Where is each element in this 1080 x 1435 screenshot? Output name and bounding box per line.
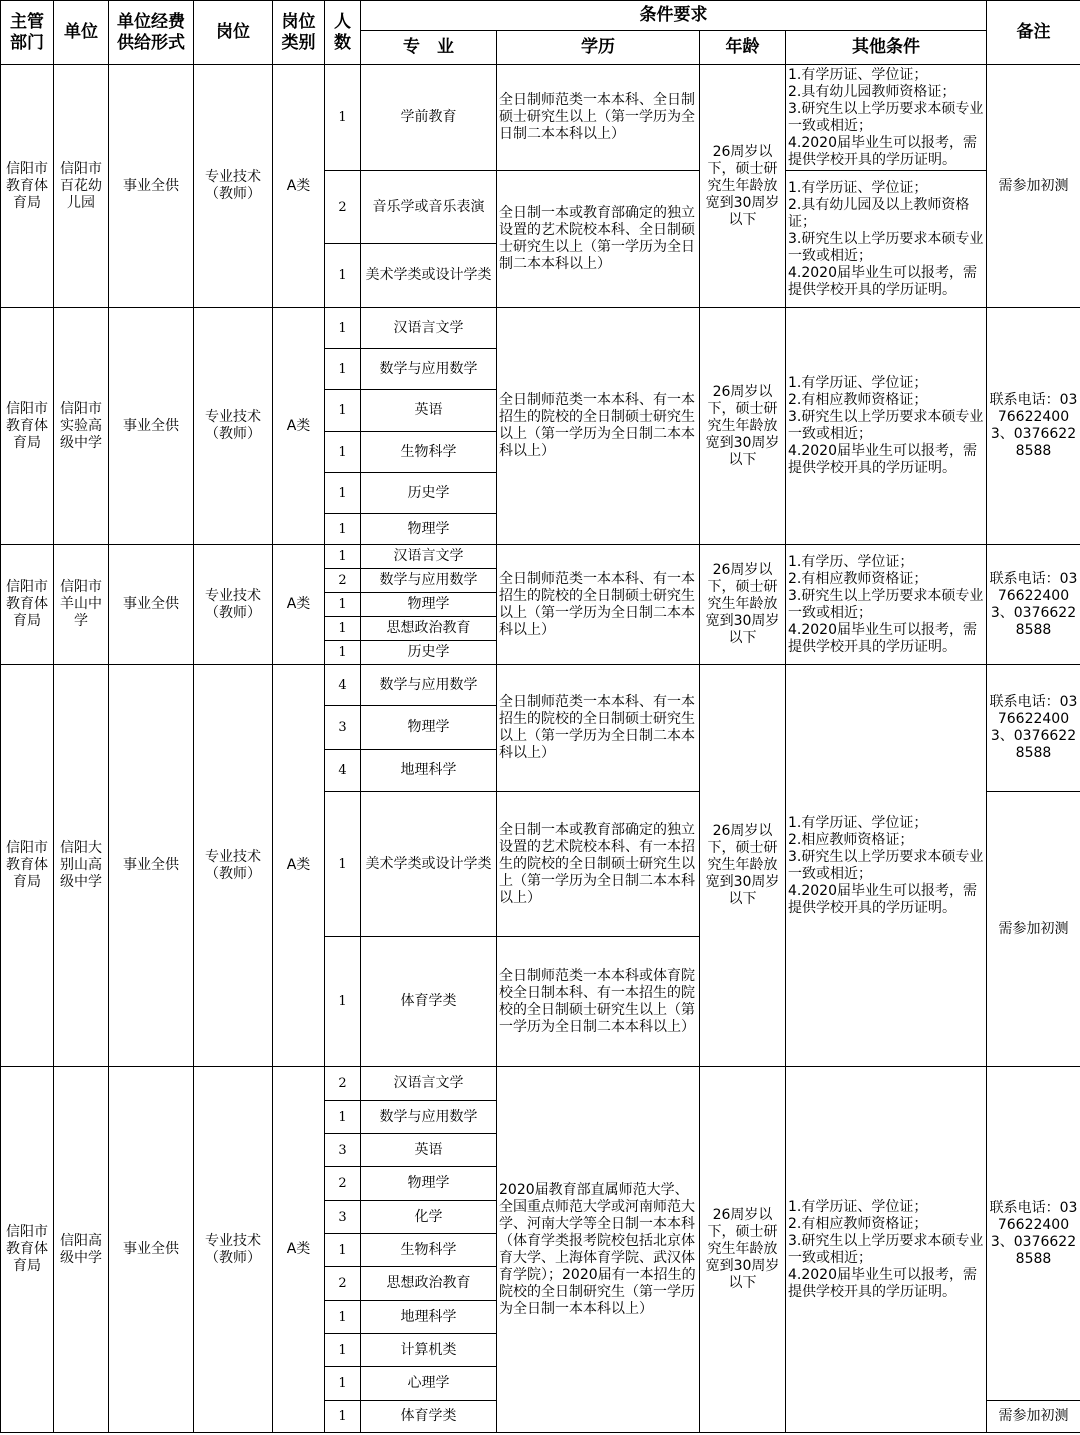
- condition-line: 4.2020届毕业生可以报考，需提供学校开具的学历证明。: [788, 1266, 977, 1300]
- post-cell: 专业技术（教师）: [194, 308, 273, 545]
- major-cell: 历史学: [361, 473, 497, 514]
- major-cell: 体育学类: [361, 937, 497, 1067]
- condition-line: 2.相应教师资格证；: [788, 831, 914, 848]
- dept-cell: 信阳市教育体育局: [1, 545, 54, 665]
- major-cell: 体育学类: [361, 1401, 497, 1433]
- count-cell: 1: [325, 641, 361, 665]
- remarks-cell: 联系电话：03766224003、03766228588: [987, 308, 1080, 545]
- count-cell: 1: [325, 1301, 361, 1334]
- post-type-cell: A类: [273, 308, 325, 545]
- condition-line: 4.2020届毕业生可以报考，需提供学校开具的学历证明。: [788, 134, 977, 168]
- post-type-cell: A类: [273, 1067, 325, 1433]
- header-count: 人数: [325, 1, 361, 65]
- condition-line: 3.研究生以上学历要求本硕专业一致或相近；: [788, 1232, 984, 1266]
- education-cell: 全日制师范类一本本科、有一本招生的院校的全日制硕士研究生以上（第一学历为全日制二本本科以上）: [497, 308, 700, 545]
- major-cell: 物理学: [361, 1167, 497, 1201]
- count-cell: 2: [325, 1167, 361, 1201]
- major-cell: 美术学类或设计学类: [361, 244, 497, 308]
- count-cell: 1: [325, 937, 361, 1067]
- count-cell: 1: [325, 1367, 361, 1401]
- education-cell: 全日制师范类一本本科、有一本招生的院校的全日制硕士研究生以上（第一学历为全日制二本本科以上）: [497, 545, 700, 665]
- header-major: 专 业: [361, 31, 497, 65]
- count-cell: 1: [325, 432, 361, 473]
- condition-line: 4.2020届毕业生可以报考，需提供学校开具的学历证明。: [788, 882, 977, 916]
- major-cell: 生物科学: [361, 1234, 497, 1267]
- count-cell: 1: [325, 1334, 361, 1367]
- count-cell: 2: [325, 1067, 361, 1101]
- dept-cell: 信阳市教育体育局: [1, 65, 54, 308]
- post-type-cell: A类: [273, 665, 325, 1067]
- education-cell: 全日制一本或教育部确定的独立设置的艺术院校本科、全日制硕士研究生以上（第一学历为全日制二本本科以上）: [497, 171, 700, 308]
- count-cell: 1: [325, 514, 361, 545]
- count-cell: 2: [325, 569, 361, 593]
- age-cell: 26周岁以下，硕士研究生年龄放宽到30周岁以下: [700, 308, 786, 545]
- major-cell: 心理学: [361, 1367, 497, 1401]
- post-cell: 专业技术（教师）: [194, 1067, 273, 1433]
- condition-line: 3.研究生以上学历要求本硕专业一致或相近；: [788, 230, 984, 264]
- major-cell: 音乐学或音乐表演: [361, 171, 497, 244]
- condition-line: 2.有相应教师资格证；: [788, 1215, 928, 1232]
- age-cell: 26周岁以下，硕士研究生年龄放宽到30周岁以下: [700, 1067, 786, 1433]
- other-conditions-cell: [786, 665, 987, 1067]
- remarks-cell: 联系电话：03766224003、03766228588: [987, 1067, 1080, 1401]
- major-cell: 物理学: [361, 514, 497, 545]
- condition-line: 2.具有幼儿园及以上教师资格证；: [788, 196, 970, 230]
- major-cell: 数学与应用数学: [361, 1101, 497, 1134]
- other-conditions-cell: [786, 171, 987, 308]
- header-unit: 单位: [54, 1, 109, 65]
- header-conditions: 条件要求: [361, 1, 987, 31]
- remarks-cell: 需参加初测: [987, 792, 1080, 1067]
- count-cell: 3: [325, 706, 361, 750]
- major-cell: 英语: [361, 1134, 497, 1167]
- major-cell: 物理学: [361, 706, 497, 750]
- header-remarks: 备注: [987, 1, 1080, 65]
- major-cell: 历史学: [361, 641, 497, 665]
- remarks-cell: 联系电话：03766224003、03766228588: [987, 545, 1080, 665]
- age-cell: 26周岁以下，硕士研究生年龄放宽到30周岁以下: [700, 545, 786, 665]
- condition-line: 1.有学历证、学位证；: [788, 66, 928, 83]
- count-cell: 4: [325, 750, 361, 792]
- header-funding: 单位经费供给形式: [109, 1, 194, 65]
- major-cell: 数学与应用数学: [361, 349, 497, 390]
- unit-cell: 信阳市羊山中学: [54, 545, 109, 665]
- major-cell: 思想政治教育: [361, 617, 497, 641]
- count-cell: 1: [325, 593, 361, 617]
- header-post-type: 岗位类别: [273, 1, 325, 65]
- major-cell: 学前教育: [361, 65, 497, 171]
- count-cell: 1: [325, 545, 361, 569]
- post-cell: 专业技术（教师）: [194, 545, 273, 665]
- funding-cell: 事业全供: [109, 308, 194, 545]
- header-post: 岗位: [194, 1, 273, 65]
- condition-line: 1.有学历证、学位证；: [788, 1198, 928, 1215]
- condition-line: 1.有学历证、学位证；: [788, 814, 928, 831]
- count-cell: 1: [325, 1401, 361, 1433]
- major-cell: 数学与应用数学: [361, 665, 497, 706]
- condition-line: 3.研究生以上学历要求本硕专业一致或相近；: [788, 848, 984, 882]
- funding-cell: 事业全供: [109, 545, 194, 665]
- education-cell: 全日制师范类一本本科、全日制硕士研究生以上（第一学历为全日制二本本科以上）: [497, 65, 700, 171]
- major-cell: 汉语言文学: [361, 1067, 497, 1101]
- remarks-cell: 联系电话：03766224003、03766228588: [987, 665, 1080, 792]
- post-cell: 专业技术（教师）: [194, 65, 273, 308]
- condition-line: 3.研究生以上学历要求本硕专业一致或相近；: [788, 409, 984, 442]
- unit-cell: 信阳市实验高级中学: [54, 308, 109, 545]
- major-cell: 计算机类: [361, 1334, 497, 1367]
- count-cell: 1: [325, 617, 361, 641]
- dept-cell: 信阳市教育体育局: [1, 1067, 54, 1433]
- education-cell: 2020届教育部直属师范大学、全国重点师范大学或河南师范大学、河南大学等全日制一本本科（体育学类报考院校包括北京体育大学、上海体育学院、武汉体育学院）；2020届有一本招生的院校的全日制研究生（第一学历为全日制一本本科以上）: [497, 1067, 700, 1433]
- count-cell: 2: [325, 1267, 361, 1301]
- major-cell: 汉语言文学: [361, 545, 497, 569]
- count-cell: 1: [325, 244, 361, 308]
- post-cell: 专业技术（教师）: [194, 665, 273, 1067]
- education-cell: 全日制师范类一本本科、有一本招生的院校的全日制硕士研究生以上（第一学历为全日制二本本科以上）: [497, 665, 700, 792]
- condition-line: 4.2020届毕业生可以报考，需提供学校开具的学历证明。: [788, 443, 977, 476]
- count-cell: 1: [325, 792, 361, 937]
- major-cell: 美术学类或设计学类: [361, 792, 497, 937]
- education-cell: 全日制一本或教育部确定的独立设置的艺术院校本科、有一本招生的院校的全日制硕士研究生以上（第一学历为全日制二本本科以上）: [497, 792, 700, 937]
- count-cell: 2: [325, 171, 361, 244]
- condition-line: 2.具有幼儿园教师资格证；: [788, 83, 956, 100]
- header-dept: 主管部门: [1, 1, 54, 65]
- other-conditions-cell: [786, 65, 987, 171]
- major-cell: 汉语言文学: [361, 308, 497, 349]
- funding-cell: 事业全供: [109, 1067, 194, 1433]
- funding-cell: 事业全供: [109, 665, 194, 1067]
- remarks-cell: 需参加初测: [987, 1401, 1080, 1433]
- other-conditions-cell: [786, 1067, 987, 1433]
- major-cell: 思想政治教育: [361, 1267, 497, 1301]
- condition-line: 3.研究生以上学历要求本硕专业一致或相近；: [788, 100, 984, 134]
- count-cell: 1: [325, 1234, 361, 1267]
- condition-line: 1.有学历、学位证；: [788, 553, 914, 570]
- major-cell: 生物科学: [361, 432, 497, 473]
- count-cell: 1: [325, 349, 361, 390]
- count-cell: 4: [325, 665, 361, 706]
- condition-line: 4.2020届毕业生可以报考，需提供学校开具的学历证明。: [788, 621, 977, 655]
- condition-line: 2.有相应教师资格证；: [788, 392, 928, 408]
- dept-cell: 信阳市教育体育局: [1, 665, 54, 1067]
- count-cell: 3: [325, 1134, 361, 1167]
- header-other: 其他条件: [786, 31, 987, 65]
- condition-line: 1.有学历证、学位证；: [788, 375, 928, 391]
- condition-line: 3.研究生以上学历要求本硕专业一致或相近；: [788, 587, 984, 621]
- education-cell: 全日制师范类一本本科或体育院校全日制本科、有一本招生的院校的全日制硕士研究生以上（第一学历为全日制二本本科以上）: [497, 937, 700, 1067]
- header-education: 学历: [497, 31, 700, 65]
- count-cell: 1: [325, 65, 361, 171]
- major-cell: 物理学: [361, 593, 497, 617]
- condition-line: 1.有学历证、学位证；: [788, 179, 928, 196]
- major-cell: 化学: [361, 1201, 497, 1234]
- count-cell: 1: [325, 473, 361, 514]
- age-cell: 26周岁以下，硕士研究生年龄放宽到30周岁以下: [700, 665, 786, 1067]
- age-cell: 26周岁以下，硕士研究生年龄放宽到30周岁以下: [700, 65, 786, 308]
- other-conditions-cell: [786, 545, 987, 665]
- remarks-cell: 需参加初测: [987, 65, 1080, 308]
- post-type-cell: A类: [273, 545, 325, 665]
- major-cell: 数学与应用数学: [361, 569, 497, 593]
- major-cell: 地理科学: [361, 1301, 497, 1334]
- post-type-cell: A类: [273, 65, 325, 308]
- header-age: 年龄: [700, 31, 786, 65]
- funding-cell: 事业全供: [109, 65, 194, 308]
- condition-line: 2.有相应教师资格证；: [788, 570, 928, 587]
- count-cell: 3: [325, 1201, 361, 1234]
- dept-cell: 信阳市教育体育局: [1, 308, 54, 545]
- other-conditions-cell: [786, 308, 987, 545]
- major-cell: 地理科学: [361, 750, 497, 792]
- condition-line: 4.2020届毕业生可以报考，需提供学校开具的学历证明。: [788, 264, 977, 298]
- major-cell: 英语: [361, 390, 497, 432]
- unit-cell: 信阳高级中学: [54, 1067, 109, 1433]
- unit-cell: 信阳大别山高级中学: [54, 665, 109, 1067]
- count-cell: 1: [325, 1101, 361, 1134]
- count-cell: 1: [325, 308, 361, 349]
- unit-cell: 信阳市百花幼儿园: [54, 65, 109, 308]
- count-cell: 1: [325, 390, 361, 432]
